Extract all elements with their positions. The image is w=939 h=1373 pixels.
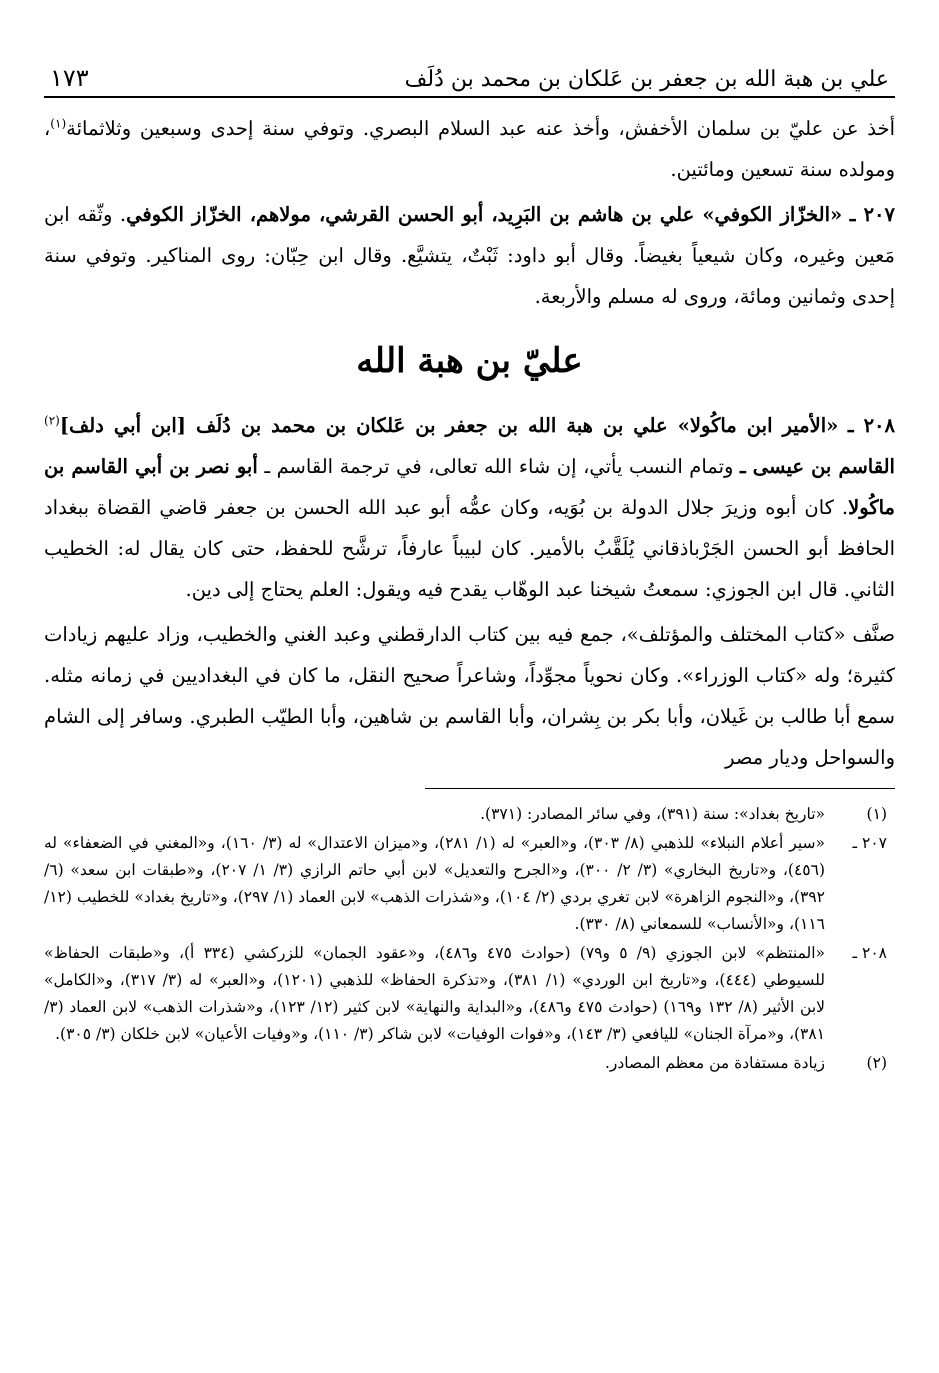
footnote-reference: (٢) <box>44 413 60 428</box>
footnotes <box>44 801 895 1077</box>
paragraph-text: ، ومولده سنة تسعين ومائتين. <box>44 117 895 181</box>
footnote <box>44 801 895 828</box>
paragraph-text: صنَّف «كتاب المختلف والمؤتلف»، جمع فيه بين كتاب الدارقطني وعبد الغني والخطيب، وزاد عليهم زيادات كثيرة؛ وله «كتاب الوزراء». وكان نحوياً مجوِّداً، وشاعراً صحيح النقل، ما كان في البغداديين في زمانه مثله. سمع أبا طالب بن غَيلان، وأبا بكر بن بِشران، وأبا القاسم بن شاهين، وأبا الطيّب الطبري. وسافر إلى الشام والسواحل وديار مصر <box>44 623 895 769</box>
entry-207 <box>44 194 895 317</box>
footnote-marker: ٢٠٨ ـ <box>852 944 887 962</box>
footnote-marker: (٢) <box>866 1054 887 1072</box>
entry-kunya: أبو نصر بن أبي القاسم بن ماكُولا <box>44 455 895 519</box>
entry-name-continued: القاسم بن عيسى ـ <box>739 455 895 478</box>
entry-208 <box>44 405 895 610</box>
footnote-text: «تاريخ بغداد»: سنة (٣٩١)، وفي سائر المصادر: (٣٧١). <box>480 805 825 823</box>
footnote-reference: (١) <box>50 116 67 131</box>
footnote <box>44 830 895 938</box>
header-rule <box>44 96 895 98</box>
paragraph-works <box>44 614 895 778</box>
footnote-rule <box>425 788 895 789</box>
footnote-marker: (١) <box>866 805 887 823</box>
footnote-text: «سير أعلام النبلاء» للذهبي (٨/ ٣٠٣)، و«العبر» له (١/ ٢٨١)، و«ميزان الاعتدال» له (٣/ ١٦٠)، و«المغني في الضعفاء» له (٤٥٦)، و«تاريخ البخاري» (٣/ ٢/ ٣٠٠)، و«الجرح والتعديل» لابن أبي حاتم الرازي (٣/ ١/ ٢٠٧)، و«طبقات ابن سعد» (٦/ ٣٩٢)، و«النجوم الزاهرة» لابن تغري بردي (٢/ ١٠٤)، و«شذرات الذهب» لابن العماد (١/ ٢٩٧)، و«تاريخ بغداد» للخطيب (١٢/ ١١٦)، و«الأنساب» للسمعاني (٨/ ٣٣٠). <box>44 834 826 933</box>
section-heading: عليّ بن هبة الله <box>356 341 583 381</box>
entry-number: ٢٠٧ ـ <box>849 203 895 226</box>
paragraph-continuation <box>44 108 895 190</box>
footnote-text: «المنتظم» لابن الجوزي (٩/ ٥ و٧٩) (حوادث ٤٧٥ و٤٨٦)، و«عقود الجمان» للزركشي (٣٣٤ أ)، و«طبقات الحفاظ» للسيوطي (٤٤٤)، و«تاريخ ابن الوردي» (١/ ٣٨١)، و«تذكرة الحفاظ» للذهبي (١٢٠١)، و«العبر» له (٣/ ٣١٧)، و«الكامل» لابن الأثير (٨/ ١٣٢ و١٦٩) (حوادث ٤٧٥ و٤٨٦)، و«البداية والنهاية» لابن كثير (١٢/ ١٢٣)، و«شذرات الذهب» لابن العماد (٣/ ٣٨١)، و«مرآة الجنان» لليافعي (٣/ ١٤٣)، و«فوات الوفيات» لابن شاكر (٣/ ١١٠)، و«وفيات الأعيان» لابن خلكان (٣/ ٣٠٥). <box>44 944 826 1043</box>
entry-text: . كان أبوه وزيرَ جلال الدولة بن بُوَيه، وكان عمُّه أبو عبد الله الحسن بن جعفر قاضي القضاة ببغداد الحافظ أبو الحسن الجَرْباذقاني يُلَقَّبُ بالأمير. كان لبيباً عارفاً، ترشَّح للحفظ، حتى كان يقال له: الخطيب الثاني. قال ابن الجوزي: سمعتُ شيخنا عبد الوهّاب يقدح فيه ويقول: العلم يحتاج إلى دين. <box>44 496 895 601</box>
footnote <box>44 940 895 1048</box>
page-number: ١٧٣ <box>50 64 89 92</box>
entry-text: . وثّقه ابن مَعين وغيره، وكان شيعياً بغيضاً. وقال أبو داود: ثَبْتٌ، يتشيَّع. وقال ابن حِبّان: روى المناكير. وتوفي سنة إحدى وثمانين ومائة، وروى له مسلم والأربعة. <box>44 203 895 308</box>
entry-name: «الأمير ابن ماكُولا» علي بن هبة الله بن جعفر بن عَلكان بن محمد بن دُلَف [ابن أبي دلف] <box>59 414 839 437</box>
running-header <box>44 52 895 96</box>
entry-name: «الخزّاز الكوفي» علي بن هاشم بن البَرِيد، أبو الحسن القرشي، مولاهم، الخزّاز الكوفي <box>126 203 843 226</box>
paragraph-text: أخذ عن عليّ بن سلمان الأخفش، وأخذ عنه عبد السلام البصري. وتوفي سنة إحدى وسبعين وثلاثمائة <box>66 117 895 140</box>
entry-number: ٢٠٨ ـ <box>847 414 895 437</box>
footnote-marker: ٢٠٧ ـ <box>852 834 887 852</box>
running-title: علي بن هبة الله بن جعفر بن عَلكان بن محمد بن دُلَف <box>404 67 889 92</box>
footnote <box>44 1050 895 1077</box>
footnote-text: زيادة مستفادة من معظم المصادر. <box>604 1054 825 1072</box>
entry-text: وتمام النسب يأتي، إن شاء الله تعالى، في ترجمة القاسم ـ <box>257 455 740 478</box>
main-text <box>44 108 895 778</box>
